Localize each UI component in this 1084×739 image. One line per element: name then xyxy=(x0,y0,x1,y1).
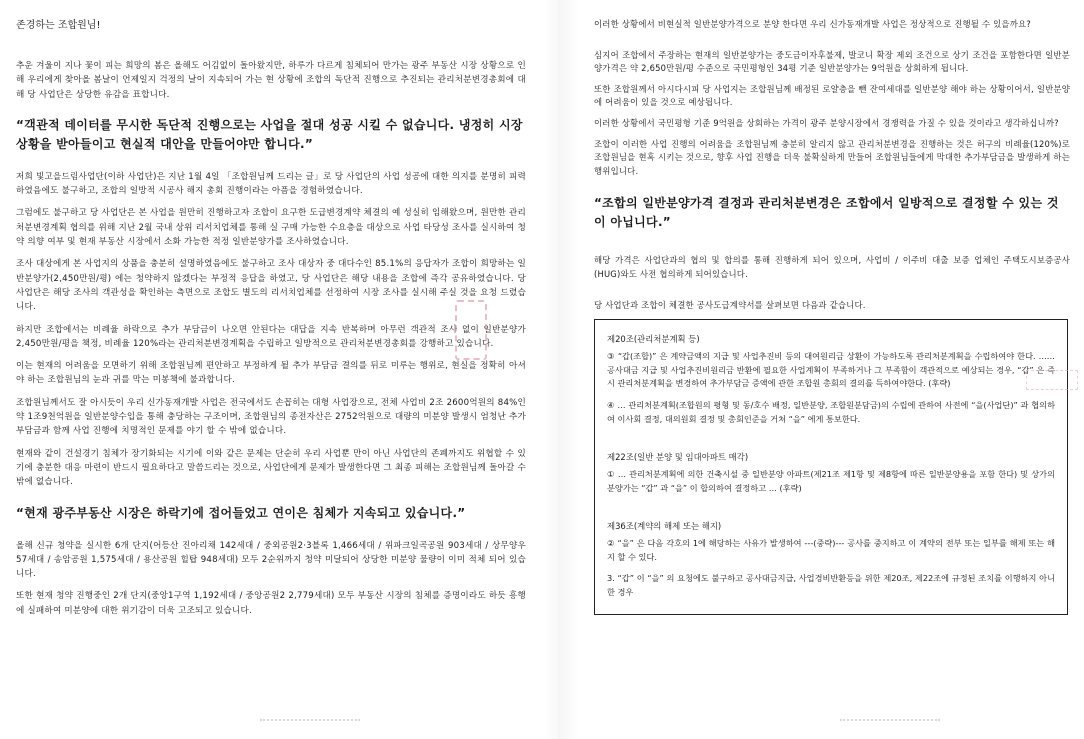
page-gutter xyxy=(545,0,579,739)
contract-clause: ④ … 관리처분계획(조합원의 평형 및 동/호수 배정, 일반분양, 조합원분담금)의 수립에 관하여 사전에 “을(사업단)” 과 협의하여 이사회 결정, 대의원회 결정 및 총회인준을 거쳐 “을” 에게 통보한다. xyxy=(607,399,1055,424)
body-paragraph: 해당 가격은 사업단과의 협의 및 합의를 통해 진행하게 되어 있으며, 사업비 / 이주비 대출 보증 업체인 주택도시보증공사(HUG)와도 사전 협의하게 되어있습니다. xyxy=(594,255,1070,279)
contract-excerpt-box xyxy=(594,319,1068,615)
body-paragraph: 조사 대상에게 본 사업지의 상품을 충분히 설명하였음에도 불구하고 조사 대상자 중 대다수인 85.1%의 응답자가 조합이 희망하는 일반분양가(2,450만원/평) 에는 청약하지 않겠다는 부정적 응답을 하였고, 당 사업단은 해당 내용을 조합에 즉각 공유하였습니다. 당 사업단은 해당 조사의 객관성을 확인하는 측면으로 조합도 별도의 리서치업체를 선정하여 시장 조사를 실시해 주실 것을 요청 드렸습니다. xyxy=(16,259,526,313)
body-paragraph: 또한 현재 청약 진행중인 2개 단지(중앙1구역 1,192세대 / 중앙공원2 2,779세대) 모두 부동산 시장의 침체를 증명이라도 하듯 흥행에 실패하여 미분양에 대한 위기감이 더욱 고조되고 있습니다. xyxy=(16,591,526,616)
stamp-mark xyxy=(1026,370,1078,390)
contract-clause: 3. “갑” 이 “을” 의 요청에도 불구하고 공사대금지급, 사업경비반환등을 위한 제20조, 제22조에 규정된 조치를 이행하지 아니한 경우 xyxy=(607,573,1055,598)
body-paragraph: 당 사업단과 조합이 체결한 공사도급계약서를 살펴보면 다음과 같습니다. xyxy=(594,299,866,310)
greeting: 존경하는 조합원님! xyxy=(16,20,101,31)
body-paragraph: 저희 빛고을드림사업단(이하 사업단)은 지난 1월 4일 「조합원님께 드리는 글」로 당 사업단의 사업 성공에 대한 의지를 분명히 피력하였음에도 불구하고, 조합의 일방적 시공사 해지 총회 진행이라는 아픔을 경험하였습니다. xyxy=(16,171,526,197)
body-paragraph: 조합이 이러한 사업 진행의 어려움을 조합원님께 충분히 알리지 않고 관리처분변경을 진행하는 것은 허구의 비례율(120%)로 조합원님을 현혹 시키는 것으로, 향후 사업 진행을 더욱 불확실하게 만들어 조합원님들에게 막대한 추가부담금을 발생하게 하는 행위입니다. xyxy=(594,138,1070,176)
headline-quote-1: “객관적 데이터를 무시한 독단적 진행으로는 사업을 절대 성공 시킬 수 없습니다. 냉정히 시장 상황을 받아들이고 현실적 대안을 만들어야만 합니다.” xyxy=(16,117,523,151)
contract-clause: ① … 관리처분계획에 의한 건축시설 중 일반분양 아파트(제21조 제1항 및 제8항에 따른 일반분양용을 포함 한다) 및 상가의 분양가는 “갑” 과 “을” 이 합의하여 결정하고 … (후략) xyxy=(607,469,1055,493)
article-heading: 제36조(계약의 해제 또는 해지) xyxy=(607,521,722,532)
body-paragraph: 그럼에도 불구하고 당 사업단은 본 사업을 원만히 진행하고자 조합이 요구한 도급변경계약 체결의 예 성실히 임해왔으며, 원만한 관리처분변경계획 협의를 위해 지난 2월 국내 상위 리서치업체를 통해 실 구매 가능한 수요층을 대상으로 사업 타당성 조사를 실시하여 청약 의향 여부 및 현재 부동산 시장에서 소화 가능한 적정 일반분양가를 조사하였습니다. xyxy=(16,208,526,248)
body-paragraph: 조합원님께서도 잘 아시듯이 우리 신가동재개발 사업은 전국에서도 손꼽히는 대형 사업장으로, 전체 사업비 2조 2600억원의 84%인 약 1조9천억원을 일반분양수입을 통해 충당하는 구조이며, 조합원님의 종전자산은 2752억원으로 대량의 미분양 발생시 엄청난 추가부담금과 함께 사업 진행에 치명적인 문제를 야기 할 수 밖에 없습니다. xyxy=(16,397,526,437)
page-footer-mark xyxy=(260,719,360,727)
body-paragraph: 이러한 상황에서 국민평형 기준 9억원을 상회하는 가격이 광주 분양시장에서 경쟁력을 가질 수 있을 것이라고 생각하십니까? xyxy=(594,117,1059,128)
body-paragraph: 올해 신규 청약을 실시한 6개 단지(어등산 진아리채 142세대 / 중외공원2·3블록 1,466세대 / 위파크일곡공원 903세대 / 상무양우 57세대 / 송암공원 1,575세대 / 용산공원 힐탑 948세대) 모두 2순위까지 청약 미달되어 상당한 미분양 물량이 이미 적체 되어 있습니다. xyxy=(16,540,526,580)
stamp-mark xyxy=(455,300,487,360)
page-footer-mark xyxy=(840,719,940,727)
headline-quote-2: “현재 광주부동산 시장은 하락기에 접어들었고 연이은 침체가 지속되고 있습니다.” xyxy=(16,505,466,520)
body-paragraph: 심지어 조합에서 주장하는 현재의 일반분양가는 중도금이자후불제, 발코니 확장 제외 조건으로 상기 조건을 포함한다면 일반분양가격은 약 2,650만원/평 수준으로 국민평형인 34평 기준 일반분양가는 9억원을 상회하게 됩니다. xyxy=(594,49,1070,74)
contract-clause: ② “을” 은 다음 각호의 1에 해당하는 사유가 발생하여 ---(중략)--- 공사를 중지하고 이 계약의 전부 또는 일부를 해제 또는 해지 할 수 있다. xyxy=(607,538,1055,562)
body-paragraph: 또한 조합원께서 아시다시피 당 사업지는 조합원님께 배정된 로얄층을 뺀 잔여세대를 일반분양 해야 하는 상황이어서, 일반분양에 어려움이 있을 것으로 예상됩니다. xyxy=(594,83,1070,108)
intro-paragraph: 추운 겨울이 지나 꽃이 피는 희망의 봄은 올해도 어김없이 돌아왔지만, 하루가 다르게 침체되어 만가는 광주 부동산 시장 상황으로 인해 우리에게 찾아올 봄날이 언제일지 걱정의 날이 지속되어 가는 현 상황에 조합의 독단적 진행으로 추진되는 관리처분변경총회에 대해 당 사업단은 상당한 유감을 표합니다. xyxy=(16,61,526,100)
body-paragraph: 이는 현재의 어려움을 모면하기 위해 조합원님께 편안하고 부정하게 될 추가 부담금 결의를 뒤로 미루는 행위로, 현실을 정확히 아셔야 하는 조합원님의 눈과 귀를 막는 미봉책에 불과합니다. xyxy=(16,361,526,386)
article-heading: 제22조(일반 분양 및 임대아파트 매각) xyxy=(607,452,749,463)
right-page xyxy=(580,0,1084,739)
body-paragraph: 현재와 같이 건설경기 침체가 장기화되는 시기에 이와 같은 문제는 단순히 우리 사업뿐 만이 아닌 사업단의 존폐까지도 위협할 수 있기에 충분한 대응 마련이 반드시 필요하다고 말씀드리는 것으로, 사업단에게 문제가 발생한다면 그 최종 피해는 조합원님께 돌아갈 수 밖에 없습니다. xyxy=(16,448,526,488)
body-paragraph: 하지만 조합에서는 비례율 하락으로 추가 부담금이 나오면 안된다는 대답을 지속 반복하며 아무런 객관적 조사 없이 일반분양가 2,450만원/평을 책정, 비례율 120%라는 관리처분변경계획을 수립하고 일방적으로 관리처분변경총회를 강행하고 있습니다. xyxy=(16,324,526,349)
contract-clause: ③ “갑(조합)” 은 계약금액의 지급 및 사업추진비 등의 대여원리금 상환이 가능하도록 관리처분계획을 수립하여야 한다. …… 공사대금 지급 및 사업추진비원리금 반환에 필요한 사업계획이 부족하거나 그 부족함이 객관적으로 예상되는 경우, “갑” 은 즉시 관리처분계획을 변경하여 추가부담금 증액에 관한 조합원 총회의 결의를 득하여야한다. (후략) xyxy=(607,351,1055,389)
body-paragraph: 이러한 상황에서 비현실적 일반분양가격으로 분양 한다면 우리 신가동재개발 사업은 정상적으로 진행될 수 있을까요? xyxy=(594,19,1031,29)
article-heading: 제20조(관리처분계획 등) xyxy=(607,334,700,345)
headline-quote-3: “조합의 일반분양가격 결정과 관리처분변경은 조합에서 일방적으로 결정할 수 있는 것이 아닙니다.” xyxy=(594,196,1059,230)
